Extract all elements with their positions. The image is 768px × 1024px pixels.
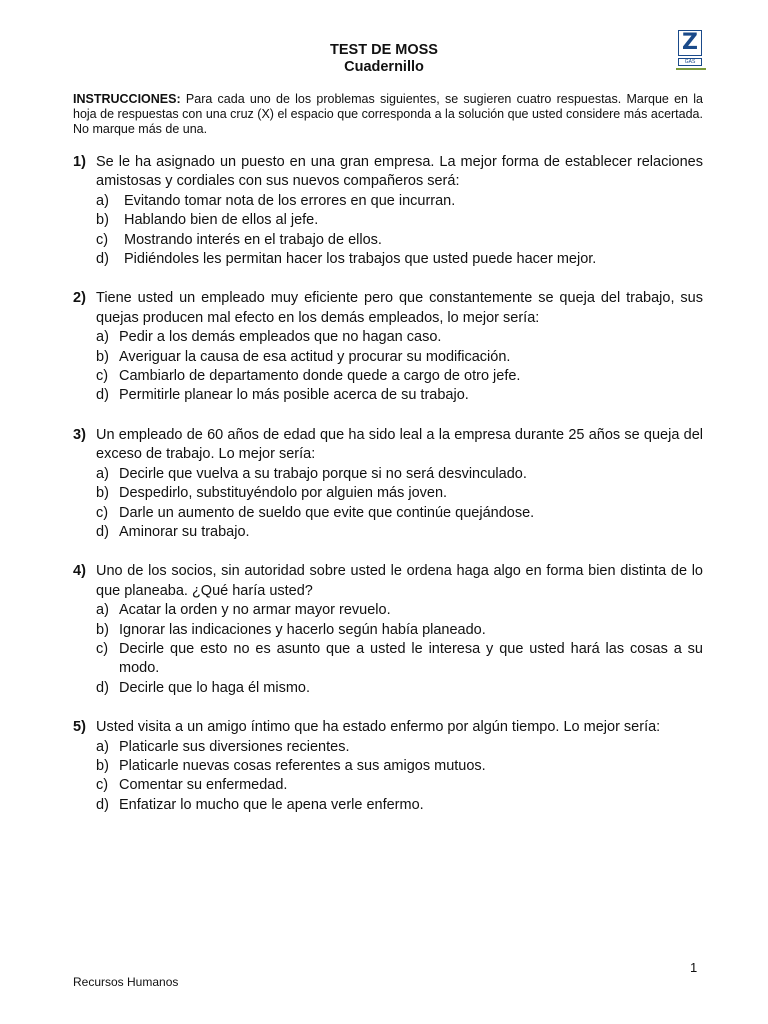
option-c [96,640,703,679]
option-c [96,504,703,523]
option-c [96,776,703,795]
question-3 [73,426,703,542]
question-5 [73,718,703,815]
option-list [96,601,703,698]
logo-letter: Z [678,30,702,56]
option-text: Permitirle planear lo más posible acerca de su trabajo. [119,387,469,404]
logo-underline [676,68,706,70]
option-letter: d) [96,387,109,404]
option-text: Acatar la orden y no armar mayor revuelo. [119,602,391,619]
option-c [96,367,703,386]
option-text: Platicarle nuevas cosas referentes a sus amigos mutuos. [119,757,486,774]
option-text: Despedirlo, substituyéndolo por alguien más joven. [119,485,448,502]
logo-subtext: GAS [678,58,702,66]
option-letter: a) [96,738,109,755]
option-letter: b) [96,485,109,502]
question-text: Se le ha asignado un puesto en una gran empresa. La mejor forma de establecer relaciones amistosas y cordiales con sus nuevos compañeros será: [96,154,703,190]
option-text: Platicarle sus diversiones recientes. [119,738,350,755]
question-text: Uno de los socios, sin autoridad sobre usted le ordena haga algo en forma bien distinta de lo que planeaba. ¿Qué haría usted? [96,563,703,599]
option-letter: a) [96,602,109,619]
option-text: Pidiéndoles les permitan hacer los trabajos que usted puede hacer mejor. [124,251,597,268]
option-text: Aminorar su trabajo. [119,523,250,540]
instructions-label: INSTRUCCIONES: [73,92,181,106]
question-number: 1) [73,154,86,170]
option-a [96,192,703,211]
instructions-text: Para cada uno de los problemas siguientes, se sugieren cuatro respuestas. Marque en la hoja de respuestas con una cruz (X) el espacio que corresponda a la solución que usted considere más acertada. No marque más de una. [73,92,703,136]
question-number: 2) [73,290,86,307]
option-b [96,348,703,367]
option-list [96,465,703,543]
option-a [96,465,703,484]
option-text: Comentar su enfermedad. [119,777,288,794]
option-d [96,250,703,269]
option-d [96,679,703,698]
question-text: Tiene usted un empleado muy eficiente pero que constantemente se queja del trabajo, sus quejas producen mal efecto en los demás empleados, lo mejor sería: [96,290,703,326]
footer-text: Recursos Humanos [73,975,179,989]
option-text: Averiguar la causa de esa actitud y procurar su modificación. [119,348,511,365]
question-number: 4) [73,563,86,580]
option-letter: a) [96,329,109,346]
option-text: Decirle que esto no es asunto que a usted le interesa y que usted hará las cosas a su modo. [119,640,703,677]
option-text: Ignorar las indicaciones y hacerlo según había planeado. [119,621,486,638]
question-1 [73,153,703,269]
option-text: Decirle que vuelva a su trabajo porque si no será desvinculado. [119,465,527,482]
page-title: TEST DE MOSS [330,42,438,58]
page-header [0,42,768,76]
question-list [73,153,703,835]
page-number: 1 [690,960,698,975]
option-letter: d) [96,523,109,540]
option-letter: c) [96,231,109,248]
option-text: Hablando bien de ellos al jefe. [124,212,319,229]
option-list [96,192,703,270]
option-b [96,757,703,776]
option-text: Mostrando interés en el trabajo de ellos. [124,231,382,248]
page-subtitle: Cuadernillo [344,59,424,75]
option-text: Decirle que lo haga él mismo. [119,679,311,696]
option-list [96,328,703,406]
question-number: 5) [73,719,86,736]
option-list [96,738,703,816]
question-number: 3) [73,426,86,443]
option-letter: d) [96,251,109,268]
option-text: Enfatizar lo mucho que le apena verle enfermo. [119,796,424,813]
company-logo [676,30,706,72]
option-letter: b) [96,212,109,229]
option-letter: b) [96,621,109,638]
option-a [96,328,703,347]
option-letter: c) [96,368,109,385]
option-letter: c) [96,777,109,794]
question-2 [73,289,703,405]
option-d [96,796,703,815]
option-c [96,231,703,250]
option-letter: b) [96,757,109,774]
option-a [96,601,703,620]
option-b [96,211,703,230]
option-letter: a) [96,465,109,482]
option-letter: d) [96,796,109,813]
question-text: Un empleado de 60 años de edad que ha sido leal a la empresa durante 25 años se queja del exceso de trabajo. Lo mejor sería: [96,426,703,463]
option-d [96,386,703,405]
option-letter: a) [96,192,109,209]
option-text: Darle un aumento de sueldo que evite que continúe quejándose. [119,504,535,521]
option-text: Pedir a los demás empleados que no hagan caso. [119,329,442,346]
option-a [96,738,703,757]
option-text: Cambiarlo de departamento donde quede a cargo de otro jefe. [119,368,521,385]
question-text: Usted visita a un amigo íntimo que ha estado enfermo por algún tiempo. Lo mejor sería: [96,719,661,736]
option-text: Evitando tomar nota de los errores en que incurran. [124,192,456,209]
option-letter: b) [96,348,109,365]
option-letter: c) [96,504,109,521]
option-b [96,484,703,503]
instructions [73,92,703,137]
option-letter: d) [96,679,109,696]
option-letter: c) [96,640,109,657]
option-b [96,621,703,640]
option-d [96,523,703,542]
question-4 [73,562,703,698]
